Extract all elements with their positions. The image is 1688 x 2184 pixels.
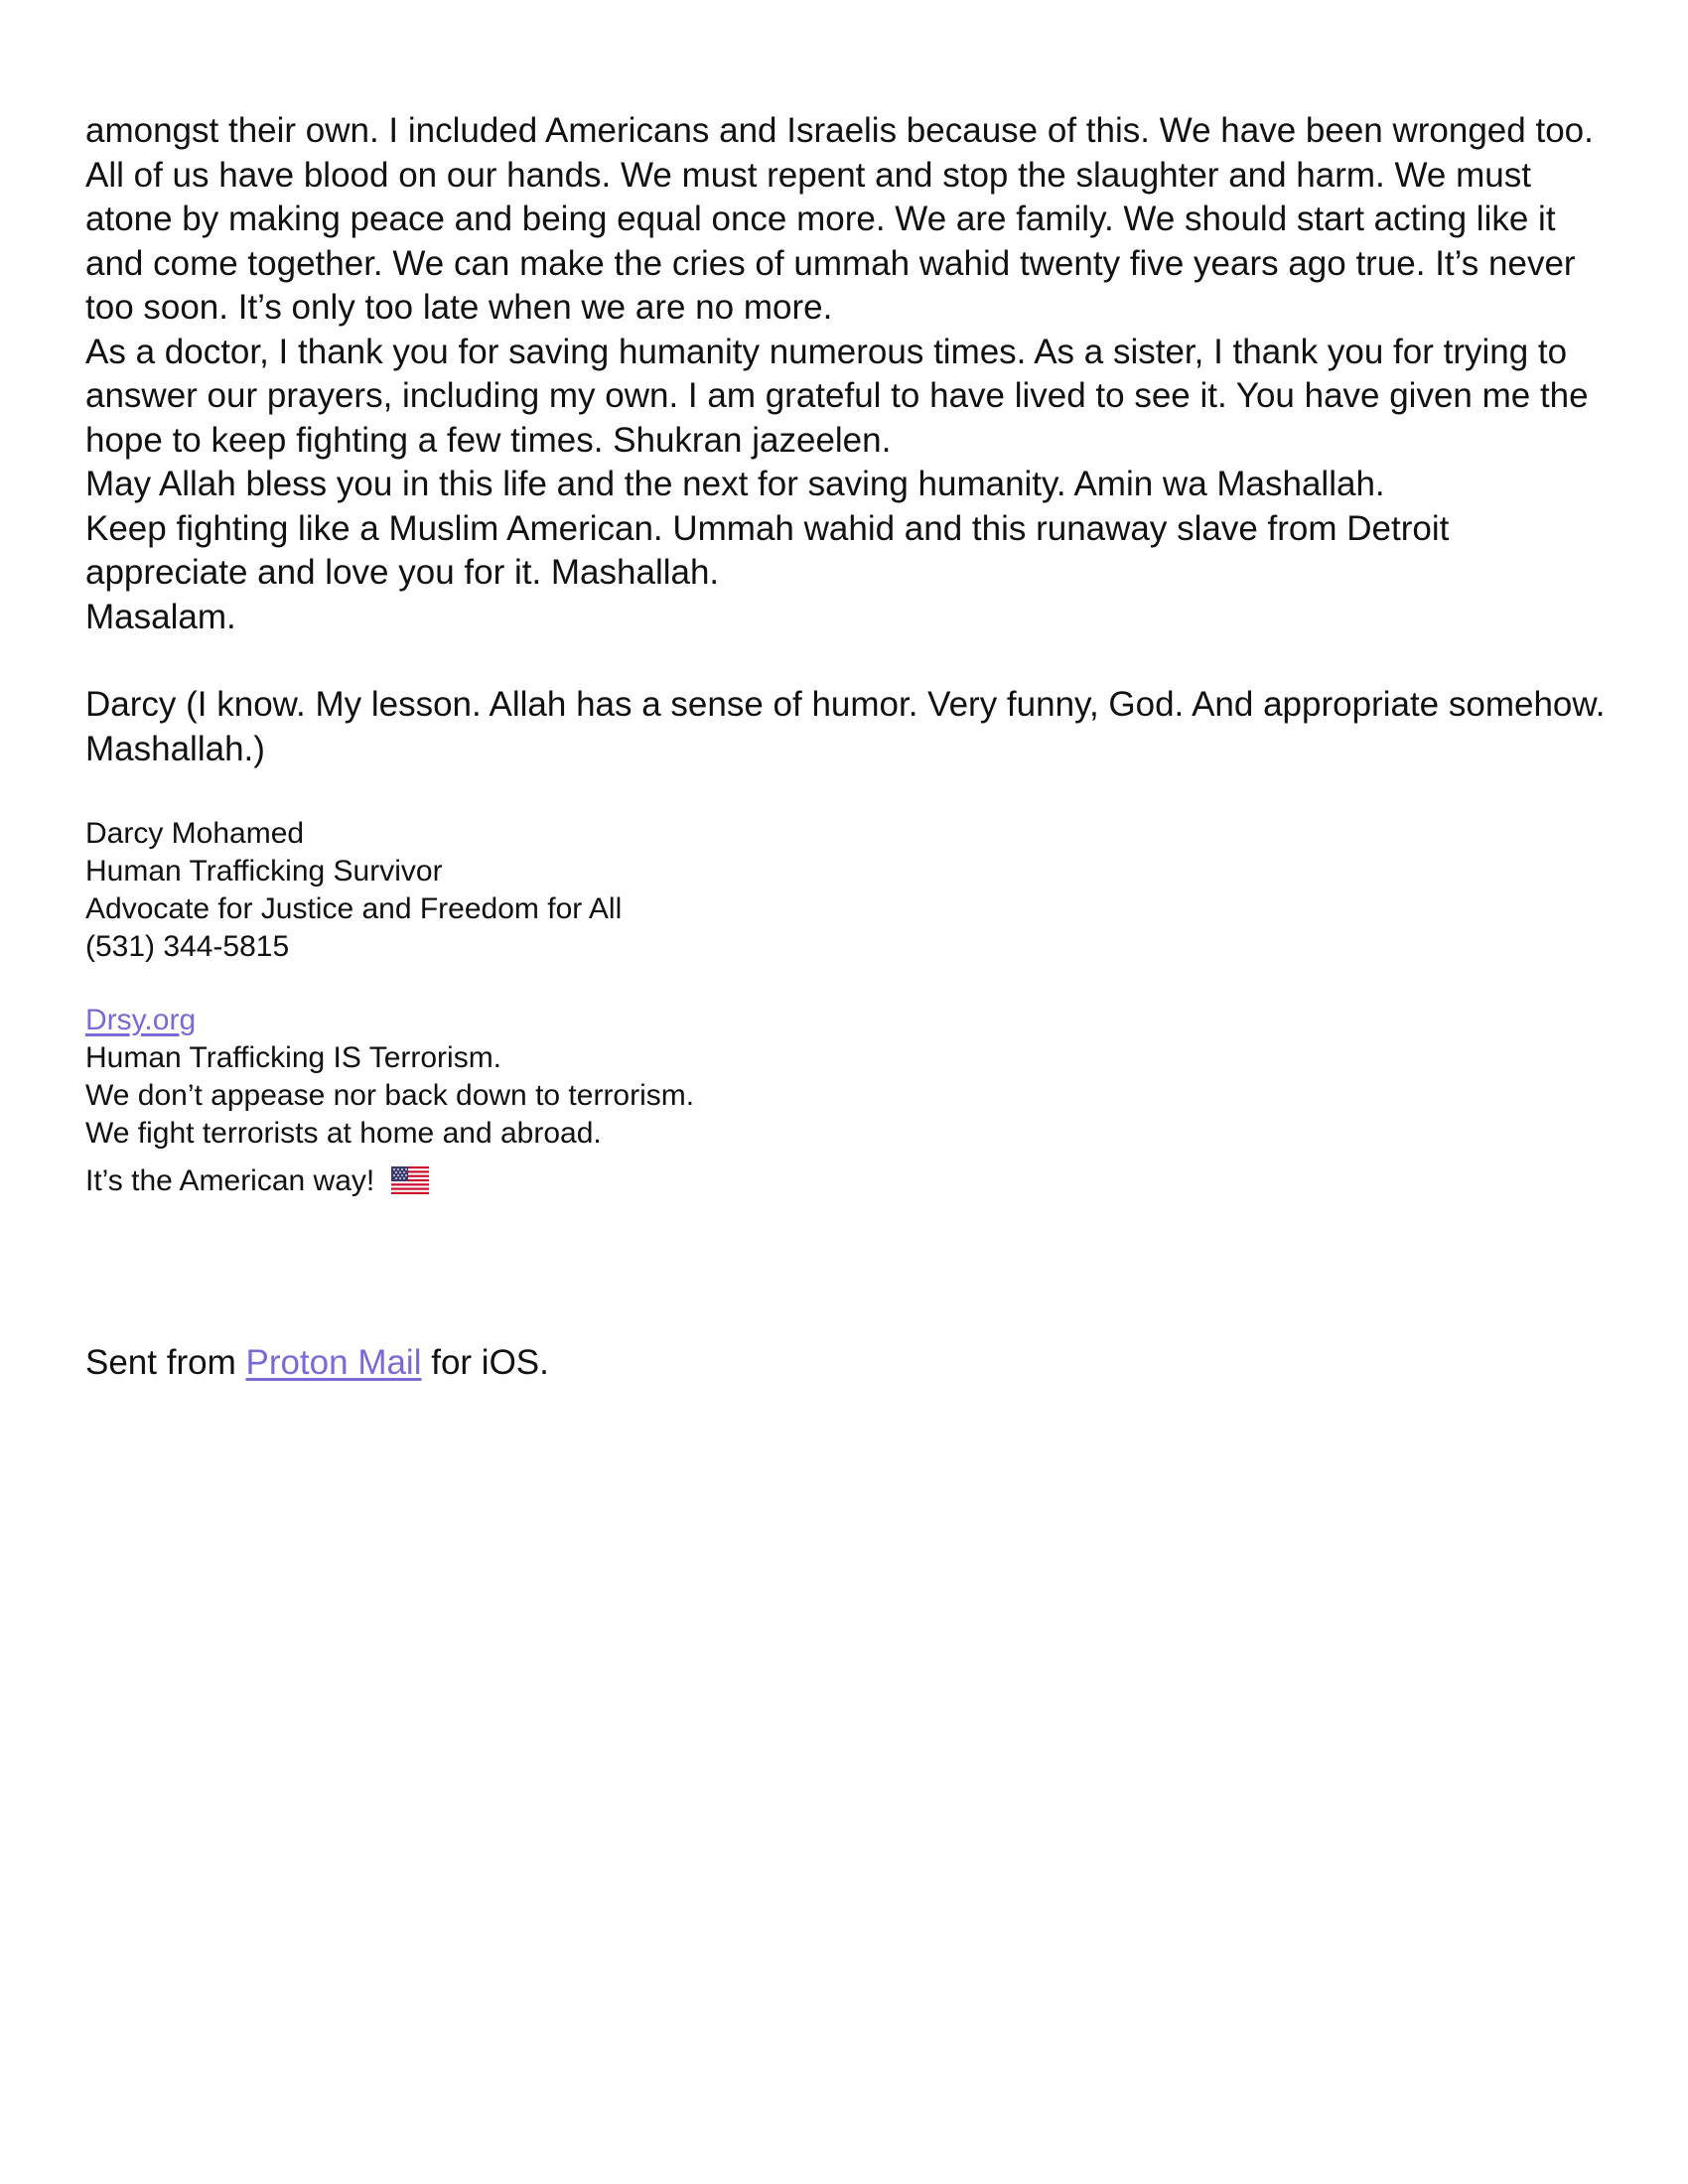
email-signature: [85, 815, 1615, 1204]
proton-mail-link[interactable]: Proton Mail: [245, 1343, 422, 1382]
sent-from-prefix: Sent from: [85, 1343, 236, 1382]
paragraph-spacer: [85, 639, 1615, 683]
sent-from-footer: [85, 1341, 1615, 1385]
body-paragraph: All of us have blood on our hands. We must repent and stop the slaughter and harm. We must atone by making peace and being equal once more. We are family. We should start acting like it and come together. We can make the cries of ummah wahid twenty five years ago true. It’s never too soon. It’s only too late when we are no more.: [85, 155, 1576, 327]
signature-tagline: We fight terrorists at home and abroad.: [85, 1117, 602, 1150]
email-content: [85, 109, 1615, 1420]
body-paragraph: Keep fighting like a Muslim American. Ummah wahid and this runaway slave from Detroit appreciate and love you for it. Mashallah.: [85, 508, 1450, 592]
signature-title: Human Trafficking Survivor: [85, 855, 443, 887]
body-paragraph: May Allah bless you in this life and the next for saving humanity. Amin wa Mashallah.: [85, 465, 1385, 503]
sent-from-suffix: for iOS.: [431, 1343, 549, 1382]
signature-role: Advocate for Justice and Freedom for All: [85, 892, 623, 925]
website-link[interactable]: Drsy.org: [85, 1004, 197, 1036]
closing-note: Darcy (I know. My lesson. Allah has a sense of humor. Very funny, God. And appropriate somehow. Mashallah.): [85, 685, 1606, 768]
signature-tagline: It’s the American way!: [85, 1164, 375, 1197]
email-body: [85, 109, 1615, 771]
body-paragraph: Masalam.: [85, 597, 236, 636]
signature-tagline: Human Trafficking IS Terrorism.: [85, 1041, 502, 1074]
signature-phone: (531) 344-5815: [85, 930, 290, 963]
us-flag-icon: [391, 1166, 429, 1204]
signature-name: Darcy Mohamed: [85, 817, 305, 850]
signature-spacer: [85, 966, 1615, 1002]
body-paragraph: As a doctor, I thank you for saving humanity numerous times. As a sister, I thank you for trying to answer our prayers, including my own. I am grateful to have lived to see it. You have given me the hope to keep fighting a few times. Shukran jazeelen.: [85, 332, 1589, 460]
body-paragraph: amongst their own. I included Americans and Israelis because of this. We have been wronged too.: [85, 111, 1594, 150]
signature-tagline: We don’t appease nor back down to terrorism.: [85, 1079, 695, 1112]
signature-tagline-flag-line: [85, 1162, 1615, 1204]
